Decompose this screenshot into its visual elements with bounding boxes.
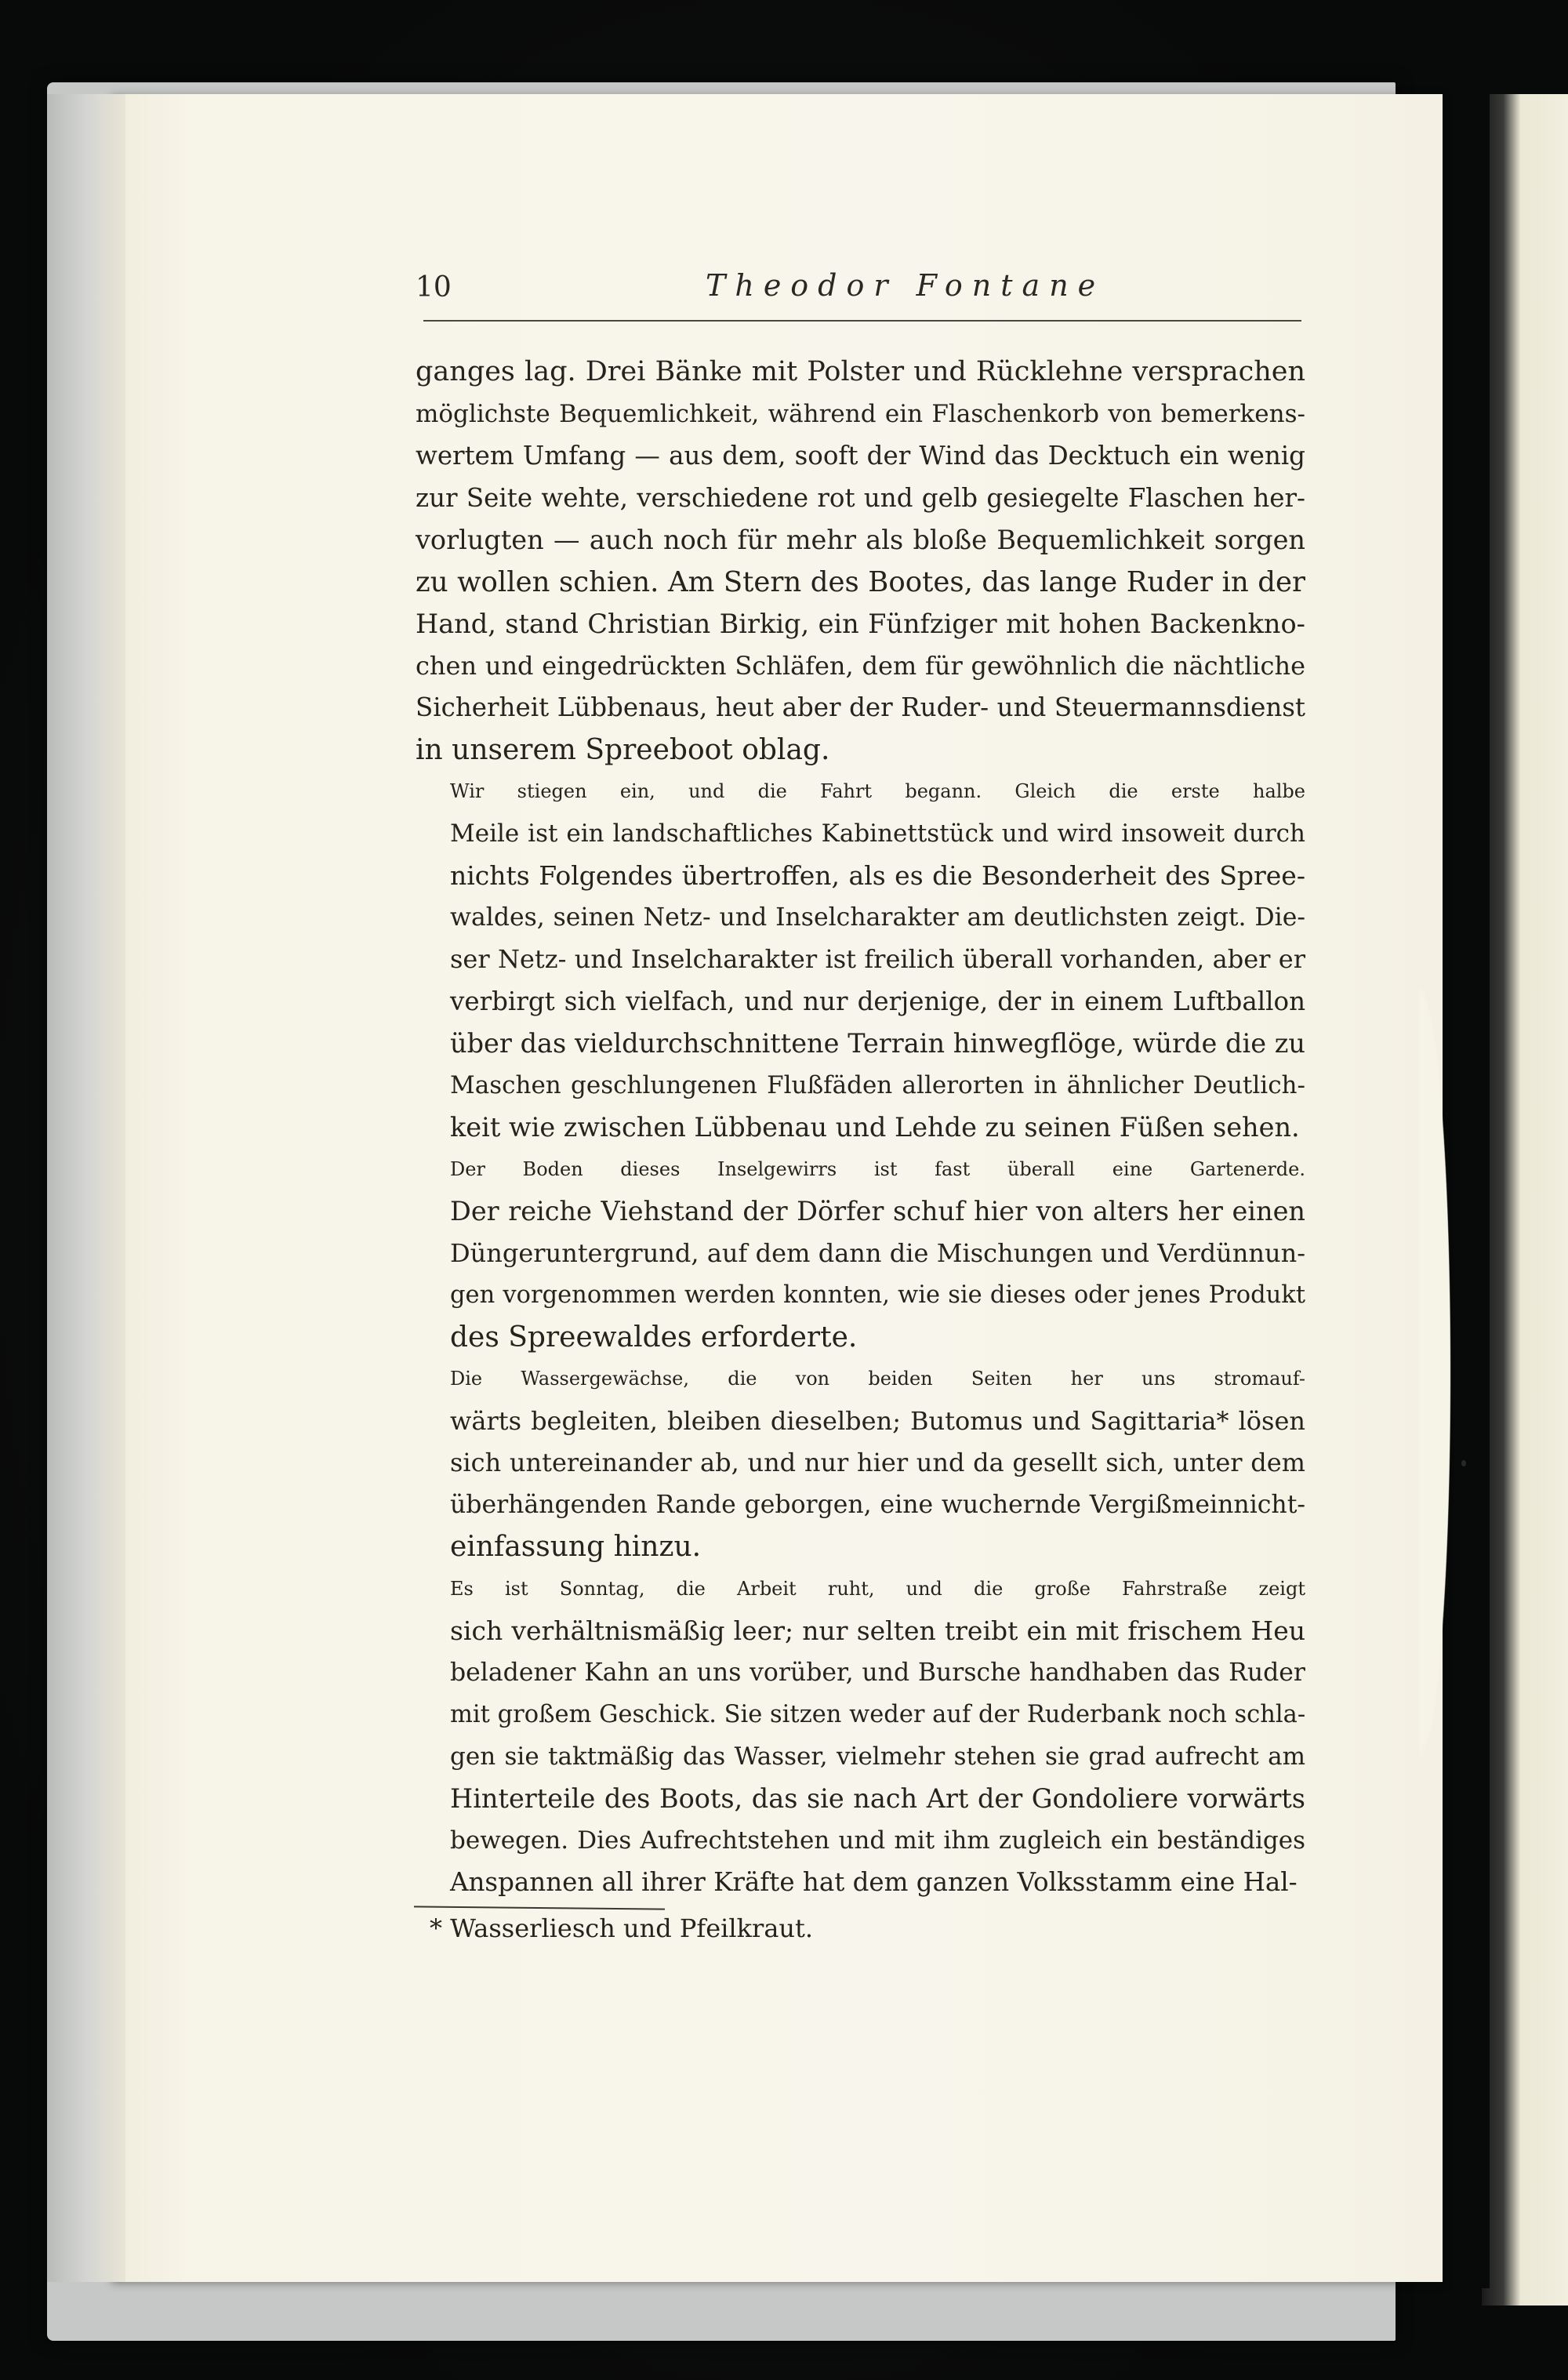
text-line: Maschen geschlungenen Flußfäden allerorten in ähnlicher Deutlich-: [450, 1070, 1305, 1099]
text-line: Anspannen all ihrer Kräfte hat dem ganzen Volksstamm eine Hal-: [450, 1867, 1298, 1897]
text-line: in unserem Spreeboot oblag.: [416, 733, 830, 766]
paragraph: [416, 1568, 1305, 1904]
text-line: sich untereinander ab, und nur hier und da gesellt sich, unter dem: [450, 1448, 1305, 1477]
text-line: verbirgt sich vielfach, und nur derjenige, der in einem Luftballon: [450, 986, 1305, 1016]
paragraph: [416, 1358, 1305, 1568]
running-title: Theodor Fontane: [706, 268, 1105, 303]
text-line: Der Boden dieses Inselgewirrs ist fast überall eine Gartenerde.: [450, 1157, 1305, 1180]
text-line: Meile ist ein landschaftliches Kabinettstück und wird insoweit durch: [450, 819, 1305, 848]
text-line: über das vieldurchschnittene Terrain hinwegflöge, würde die zu: [450, 1028, 1305, 1059]
text-line: gen vorgenommen werden konnten, wie sie dieses oder jenes Produkt: [450, 1281, 1305, 1309]
page-header: [416, 265, 1301, 322]
text-line: gen sie taktmäßig das Wasser, vielmehr stehen sie grad aufrecht am: [450, 1742, 1305, 1771]
text-line: keit wie zwischen Lübbenau und Lehde zu seinen Füßen sehen.: [450, 1112, 1300, 1143]
text-line: ganges lag. Drei Bänke mit Polster und Rücklehne versprachen: [416, 356, 1305, 387]
text-line: Der reiche Viehstand der Dörfer schuf hier von alters her einen: [450, 1196, 1305, 1226]
text-line: wertem Umfang — aus dem, sooft der Wind das Decktuch ein wenig: [416, 441, 1305, 471]
text-line: bewegen. Dies Aufrechtstehen und mit ihm zugleich ein beständiges: [450, 1826, 1305, 1855]
next-page-edge: [1482, 94, 1568, 2306]
text-line: vorlugten — auch noch für mehr als bloße Bequemlichkeit sorgen: [416, 525, 1305, 555]
page-number: 10: [416, 271, 452, 303]
paragraph: [416, 771, 1305, 1149]
body-text: [416, 351, 1305, 1904]
text-line: zu wollen schien. Am Stern des Bootes, das lange Ruder in der: [416, 565, 1305, 598]
text-line: Düngeruntergrund, auf dem dann die Mischungen und Verdünnun-: [450, 1237, 1305, 1268]
text-line: überhängenden Rande geborgen, eine wuchernde Vergißmeinnicht-: [450, 1490, 1305, 1519]
text-line: des Spreewaldes erforderte.: [450, 1321, 858, 1354]
footnote: * Wasserliesch und Pfeilkraut.: [430, 1913, 814, 1943]
text-line: Hinterteile des Boots, das sie nach Art der Gondoliere vorwärts: [450, 1783, 1305, 1814]
book-gutter: [47, 94, 125, 2282]
text-line: einfassung hinzu.: [450, 1531, 702, 1563]
text-line: beladener Kahn an uns vorüber, und Bursche handhaben das Ruder: [450, 1658, 1305, 1687]
text-line: Sicherheit Lübbenaus, heut aber der Ruder- und Steuermannsdienst: [416, 692, 1305, 722]
paper-speck: [1461, 1460, 1466, 1466]
text-line: wärts begleiten, bleiben dieselben; Butomus und Sagittaria* lösen: [450, 1405, 1305, 1436]
text-line: Hand, stand Christian Birkig, ein Fünfziger mit hohen Backenkno-: [416, 609, 1305, 639]
text-line: sich verhältnismäßig leer; nur selten treibt ein mit frischem Heu: [450, 1615, 1305, 1646]
text-line: zur Seite wehte, verschiedene rot und gelb gesiegelte Flaschen her-: [416, 482, 1305, 513]
text-line: ser Netz- und Inselcharakter ist freilich überall vorhanden, aber er: [450, 944, 1305, 974]
text-line: mit großem Geschick. Sie sitzen weder auf der Ruderbank noch schla-: [450, 1701, 1306, 1728]
text-line: möglichste Bequemlichkeit, während ein Flaschenkorb von bemerkens-: [416, 399, 1305, 428]
text-line: nichts Folgendes übertroffen, als es die Besonderheit des Spree-: [450, 860, 1305, 891]
paragraph: [416, 1149, 1305, 1359]
text-line: chen und eingedrückten Schläfen, dem für gewöhnlich die nächtliche: [416, 650, 1305, 681]
text-line: Wir stiegen ein, und die Fahrt begann. Gleich die erste halbe: [450, 780, 1305, 802]
text-line: Es ist Sonntag, die Arbeit ruht, und die große Fahrstraße zeigt: [450, 1577, 1305, 1600]
text-line: Die Wassergewächse, die von beiden Seiten her uns stromauf-: [450, 1368, 1305, 1390]
text-line: waldes, seinen Netz- und Inselcharakter am deutlichsten zeigt. Die-: [450, 903, 1305, 932]
paragraph: [416, 351, 1305, 771]
page-curl: [1419, 706, 1474, 2039]
